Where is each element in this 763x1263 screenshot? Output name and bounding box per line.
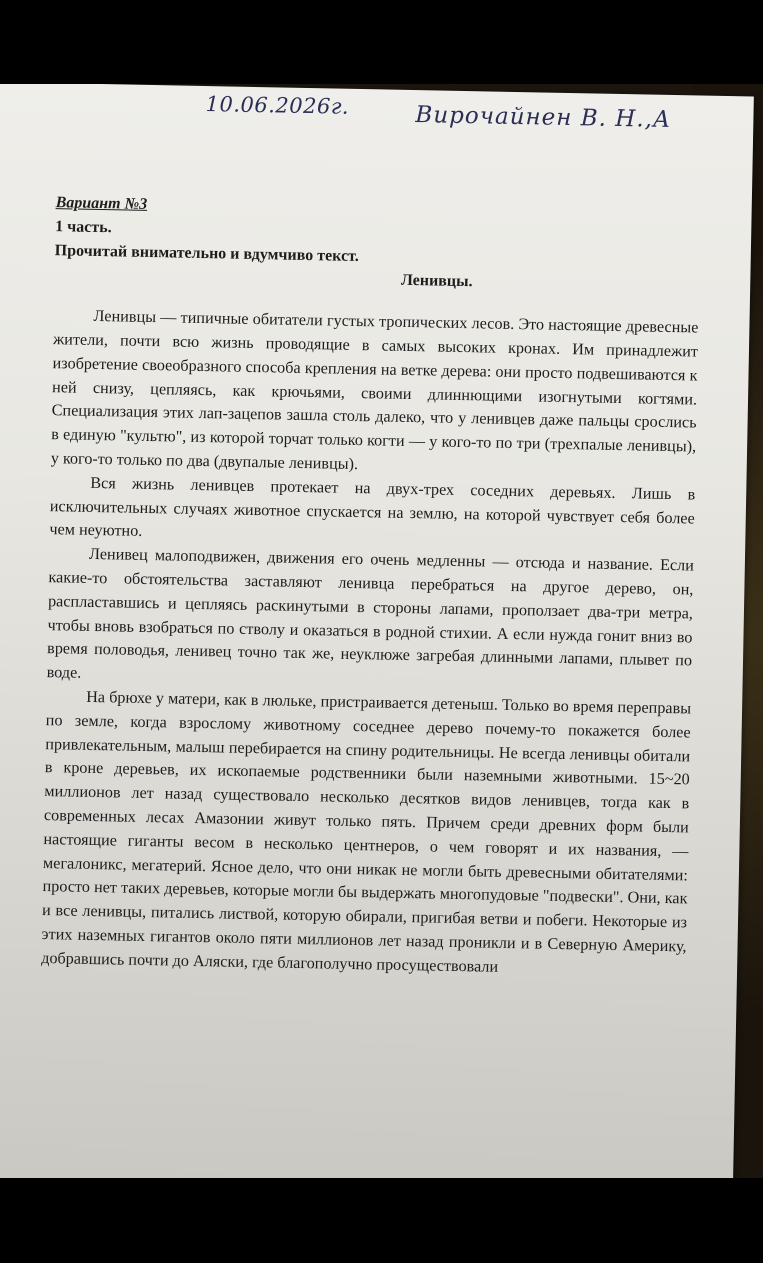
- paragraph: На брюхе у матери, как в люльке, пристраивается детеныш. Только во время переправы по земле, когда взрослому животному соседнее дерево почему-то покажется более привлекательным, малыш перебирается на спину родительницы. Не всегда ленивцы обитали в кроне деревьев, их ископаемые родственники были наземными животными. 15~20 миллионов лет назад существовало несколько десятков видов ленивцев, тогда как в современных лесах Амазонии живут только пять. Причем среди древних форм были настоящие гиганты весом в несколько центнеров, о чем говорят и их названия, — мегалоникс, мегатерий. Ясное дело, что они никак не могли быть древесными обитателями: просто нет таких деревьев, которые могли бы выдержать многопудовые "подвески". Они, как и все ленивцы, питались листвой, которую обирали, пригибая ветви и побеги. Некоторые из этих наземных гигантов около пяти миллионов лет назад проникли и в Северную Америку, добравшись почти до Аляски, где благополучно просуществовали: [41, 687, 692, 976]
- handwritten-date: 10.06.2026г.: [205, 92, 350, 119]
- document-photo: [0, 84, 763, 1178]
- paper-sheet: [0, 84, 754, 1178]
- paragraph: Ленивец малоподвижен, движения его очень медленны — отсюда и название. Если какие-то обстоятельства заставляют ленивца перебраться на другое дерево, он, распластавшись и цепляясь раскинутыми в стороны лапами, проползает два-три метра, чтобы вновь взобраться по стволу и оказаться в родной стихии. А если нужда гонит вниз во время половодья, ленивец точно так же, неуклюже загребая длинными лапами, плывет по воде.: [46, 545, 695, 682]
- part-heading: 1 часть.: [55, 217, 112, 237]
- text-body: [41, 304, 699, 983]
- handwritten-name: Вирочайнен В. Н.,А: [415, 102, 672, 133]
- instruction-heading: Прочитай внимательно и вдумчиво текст.: [54, 241, 359, 265]
- paragraph: Вся жизнь ленивцев протекает на двух-трех соседних деревьях. Лишь в исключительных случаях животное спускается на землю, на которой чувствует себя более чем неуютно.: [49, 473, 696, 541]
- printed-text: [41, 191, 701, 983]
- paragraph: Ленивцы — типичные обитатели густых тропических лесов. Это настоящие древесные жители, почти всю жизнь проводящие в самых высоких кронах. Им принадлежит изобретение своеобразного способа крепления на ветке дерева: они просто подвешиваются к ней снизу, цепляясь, как крючьями, своими длиннющими изогнутыми когтями. Специализация этих лап-зацепов зашла столь далеко, что у ленивцев даже пальцы срослись в единую "культю", из которой торчат только когти — у кого-то по три (трехпалые ленивцы), у кого-то только по два (двупалые ленивцы).: [50, 307, 699, 473]
- text-title: Ленивцы.: [400, 272, 473, 291]
- variant-heading: Вариант №3: [55, 194, 148, 213]
